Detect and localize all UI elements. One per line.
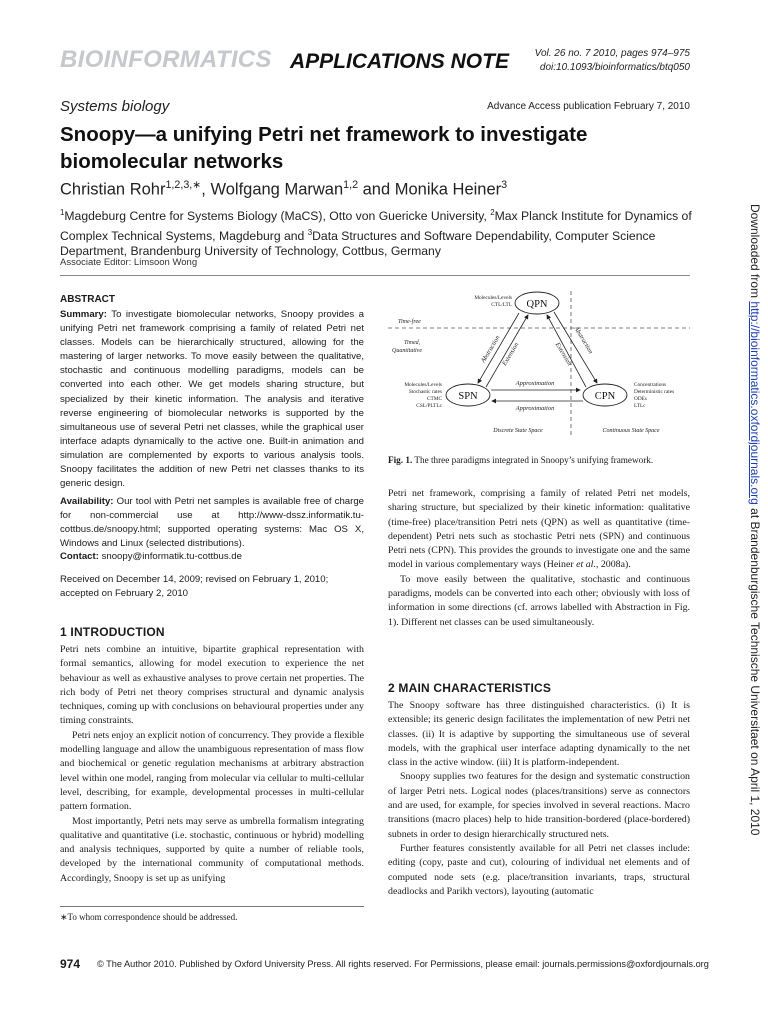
paragraph: To move easily between the qualitative, stochastic and continuous paradigms, models can be converted into each other; obviously with loss of information in some directions (cf. arrows labelled with Abstraction in Fig. 1). Different net classes can be used simultaneously.: [388, 573, 690, 628]
availability-label: Availability:: [60, 496, 114, 507]
extension-label: Extension: [553, 341, 573, 368]
abstract-availability: [60, 495, 364, 551]
paragraph-text-italic: et al.: [576, 559, 596, 571]
author-name: Christian Rohr: [60, 180, 166, 199]
page-number: 974: [60, 957, 81, 971]
spn-note: Molecules/Levels: [404, 382, 442, 388]
intro-continued: [388, 487, 690, 630]
paragraph: Most importantly, Petri nets may serve as umbrella formalism integrating qualitative and quantitative (i.e. stochastic, continuous or hybrid) modelling and analysis techniques, supported by quite a number of reliable tools, developed by the international community of computational methods. Accordingly, Snoopy is set up as unifying: [60, 815, 364, 884]
footnote: ∗To whom correspondence should be addressed.: [60, 912, 238, 922]
paragraph: Petri nets enjoy an explicit notion of concurrency. They provide a flexible modelling language and allow the unambiguous representation of mass flow and biochemical or genetic regulation mechanisms at arbitrary abstraction level within one model, ranging from molecular via cellular to multi-cellular level, describing, for example, developmental processes in multi-cellular pattern formation.: [60, 729, 364, 813]
contact-email[interactable]: snoopy@informatik.tu-cottbus.de: [98, 551, 242, 562]
continuous-label: Continuous State Space: [602, 428, 660, 434]
qpn-note: Molecules/Levels: [474, 295, 512, 301]
availability-text: Our tool with Petri net samples is available free of charge for non-commercial use at http://www-dssz.informatik.tu-cottbus.de/snoopy.html; supported operating systems: Mac OS X, Windows and Linux (selected distributions).: [60, 496, 364, 550]
qpn-label: QPN: [526, 299, 548, 310]
paragraph: Further features consistently available for all Petri net classes include: editing (copy, paste and cut), colouring of individual net elements and of computed node sets (e.g. place/transition invariants, traps, structural deadlocks and Parikh vectors), layouting (automatic: [388, 842, 690, 897]
affil-sup: 1: [60, 208, 65, 217]
affiliation-text: Data Structures and Software Dependability, Computer Science Department, Brandenburg University of Technology, Cottbus, Germany: [60, 228, 656, 259]
contact-label: Contact:: [60, 551, 99, 562]
paper-title: Snoopy—a unifying Petri net framework to investigate biomolecular networks: [60, 123, 588, 173]
summary-text: To investigate biomolecular networks, Snoopy provides a unifying Petri net framework comprising a family of related Petri net classes. Models can be hierarchically structured, allowing for the mastering of larger networks. To move easily between the qualitative, stochastic and continuous modelling paradigms, models can be converted into each other. We get models sharing structure, but specialized by their kinetic information. The analysis and iterative reverse engineering of biomolecular networks is supported by the simultaneous use of several Petri net classes, while the graphical user interface adapts dynamically to the active one. Built-in animation and simulation are complemented by exports to various analysis tools. Snoopy facilitates the addition of new Petri net classes thanks to its generic design.: [60, 309, 364, 490]
affiliation-text: Magdeburg Centre for Systems Biology (MaCS), Otto von Guericke University,: [64, 209, 491, 224]
subject-area: Systems biology: [60, 98, 170, 115]
abstraction-label: Abstraction: [572, 325, 595, 356]
affiliations: [60, 205, 700, 260]
author-affil-sup: 1,2,3,∗: [165, 179, 202, 191]
abstract-summary: [60, 308, 364, 491]
approximation-label: Approximation: [515, 405, 555, 412]
download-note: [748, 204, 762, 835]
download-link[interactable]: http://bioinformatics.oxfordjournals.org: [748, 301, 762, 505]
copyright-notice: © The Author 2010. Published by Oxford University Press. All rights reserved. For Permissions, please email: journals.permissions@oxfordjournals.org: [97, 959, 709, 969]
extension-label: Extension: [501, 341, 521, 368]
author-name: Wolfgang Marwan: [210, 180, 344, 199]
paragraph-text: , 2008a).: [595, 559, 631, 571]
summary-label: Summary:: [60, 309, 107, 320]
doi[interactable]: doi:10.1093/bioinformatics/btq050: [539, 61, 690, 73]
cpn-note: Deterministic rates: [634, 389, 675, 395]
paragraph-text: Petri net framework, comprising a family of related Petri net models, sharing structure, but specialized by their kinetic information: qualitative (time-free) place/transition Petri nets (QPN) as well as quantitative (time-dependent) Petri nets such as stochastic Petri nets (SPN) and continuous Petri nets (CPN). This provides the grounds to investigate one and the same model in various complementary ways (Heiner: [388, 488, 690, 571]
timed-label: Quantitative: [392, 348, 422, 354]
author-separator: and: [358, 180, 395, 199]
spn-note: CTMC: [426, 396, 442, 402]
received-dates: Received on December 14, 2009; revised on February 1, 2010; accepted on February 2, 2010: [60, 574, 329, 600]
cpn-note: ODEs: [634, 396, 647, 402]
spn-label: SPN: [458, 391, 478, 402]
discrete-label: Discrete State Space: [493, 428, 543, 434]
download-suffix: at Brandenburgische Technische Universitaet on April 1, 2010: [748, 504, 762, 836]
affiliation-text: Max Planck Institute for Dynamics of Complex Technical Systems, Magdeburg and: [60, 209, 692, 243]
timed-label: Timed,: [404, 340, 421, 346]
access-date: Advance Access publication February 7, 2010: [487, 101, 690, 112]
paradigm-figure: [388, 286, 690, 442]
abstract-heading: ABSTRACT: [60, 294, 115, 305]
footnote-divider: [60, 906, 364, 907]
spn-note: CSL/PLTLc: [416, 403, 442, 409]
author-affil-sup: 3: [501, 179, 508, 191]
intro-heading: 1 INTRODUCTION: [60, 625, 165, 639]
cpn-note: LTLc: [634, 403, 646, 409]
abstraction-label: Abstraction: [479, 334, 502, 365]
abstract-contact: [60, 550, 364, 564]
associate-editor: Associate Editor: Limsoon Wong: [60, 257, 198, 268]
paragraph: Petri nets combine an intuitive, bipartite graphical representation with formal semantics, allowing for model execution to experience the net behaviour as well as exhaustive analyses to prove certain net properties. The rich body of Petri net theory comprises structural and dynamic analysis techniques, coming up with conclusions on behavioural properties under any timing constraints.: [60, 644, 364, 727]
author-list: [60, 178, 700, 200]
header-divider: [60, 275, 690, 276]
qpn-note: CTL/LTL: [491, 302, 512, 308]
affil-sup: 3: [307, 227, 313, 237]
affil-sup: 2: [490, 208, 495, 217]
main-characteristics-heading: 2 MAIN CHARACTERISTICS: [388, 681, 552, 695]
approximation-label: Approximation: [515, 380, 555, 387]
section-type: APPLICATIONS NOTE: [290, 50, 509, 73]
paragraph: The Snoopy software has three distinguished characteristics. (i) It is extensible; its generic design facilitates the implementation of new Petri net classes. (ii) It is adaptive by supporting the simultaneous use of several models, with the graphical user interface adapting dynamically to the net class in the active window. (iii) It is platform-independent.: [388, 700, 690, 769]
caption-text: The three paradigms integrated in Snoopy’s unifying framework.: [412, 455, 654, 465]
volume-line: Vol. 26 no. 7 2010, pages 974–975: [534, 48, 690, 59]
author-name: Monika Heiner: [394, 180, 502, 199]
main-characteristics-body: [388, 699, 690, 899]
author-separator: ,: [201, 180, 211, 199]
author-affil-sup: 1,2: [343, 179, 359, 191]
cpn-label: CPN: [594, 391, 616, 402]
spn-note: Stochastic rates: [408, 389, 442, 395]
download-prefix: Downloaded from: [748, 204, 762, 302]
download-note-wrapper: [742, 204, 762, 836]
volume-info: [520, 47, 690, 74]
figure-caption: [388, 455, 690, 465]
time-free-label: Time-free: [398, 319, 421, 325]
intro-body: [60, 643, 364, 886]
paragraph: Snoopy supplies two features for the design and systematic construction of larger Petri nets. Logical nodes (places/transitions) serve as connectors and are used, for example, for species involved in several reactions. Macro transitions (macro places) help to hide transition-bordered (place-bordered) subnets in order to design hierarchically structured nets.: [388, 771, 690, 840]
paragraph: [388, 487, 690, 573]
journal-name: BIOINFORMATICS: [60, 46, 272, 73]
caption-label: Fig. 1.: [388, 455, 413, 465]
cpn-note: Concentrations: [634, 382, 667, 388]
